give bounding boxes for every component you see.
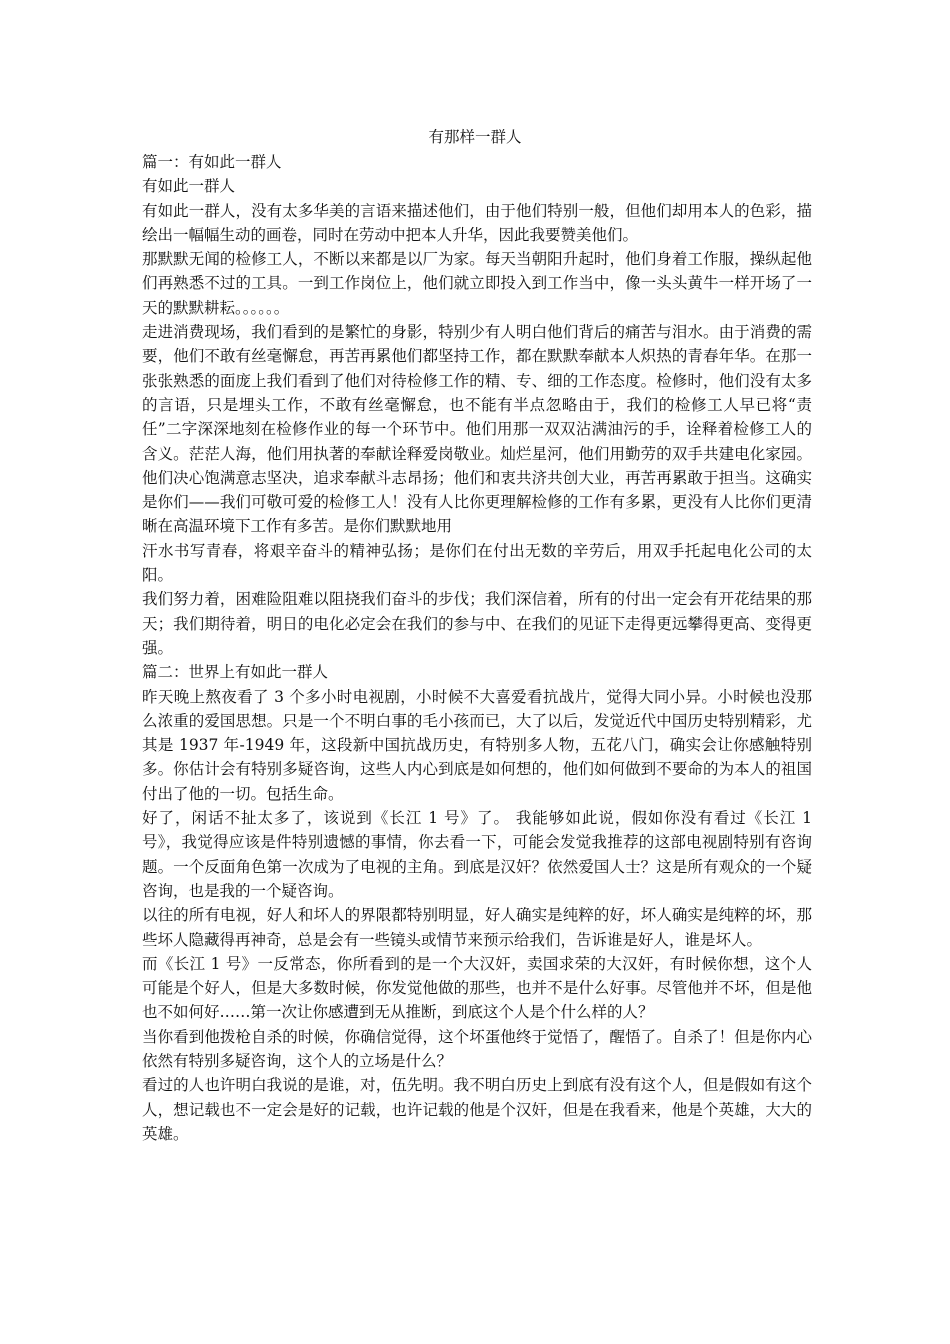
sub-heading: 有如此一群人	[142, 177, 236, 196]
document-body	[142, 150, 812, 1146]
paragraph: 走进消费现场，我们看到的是繁忙的身影，特别少有人明白他们背后的痛苦与泪水。由于消费的需要，他们不敢有丝毫懈怠，再苦再累他们都坚持工作，都在默默奉献本人炽热的青春年华。在那一张张熟悉的面庞上我们看到了他们对待检修工作的精、专、细的工作态度。检修时，他们没有太多的言语，只是埋头工作，不敢有丝毫懈怠，也不能有半点忽略由于，我们的检修工人早已将“责任”二字深深地刻在检修作业的每一个环节中。他们用那一双双沾满油污的手，诠释着检修工人的含义。茫茫人海，他们用执著的奉献诠释爱岗敬业。灿烂星河，他们用勤劳的双手共建电化家园。他们决心饱满意志坚决，追求奉献斗志昂扬；他们和衷共济共创大业，再苦再累敢于担当。这确实是你们——我们可敬可爱的检修工人！没有人比你更理解检修的工作有多累，更没有人比你们更清晰在高温环境下工作有多苦。是你们默默地用	[142, 323, 812, 536]
paragraph: 我们努力着，困难险阻难以阻挠我们奋斗的步伐；我们深信着，所有的付出一定会有开花结果的那天；我们期待着，明日的电化必定会在我们的参与中、在我们的见证下走得更远攀得更高、变得更强。	[142, 590, 812, 657]
paragraph: 以往的所有电视，好人和坏人的界限都特别明显，好人确实是纯粹的好，坏人确实是纯粹的坏，那些坏人隐藏得再神奇，总是会有一些镜头或情节来预示给我们，告诉谁是好人，谁是坏人。	[142, 906, 812, 949]
document-title: 有那样一群人	[428, 128, 522, 146]
paragraph: 看过的人也许明白我说的是谁，对，伍先明。我不明白历史上到底有没有这个人，但是假如有这个人，想记载也不一定会是好的记载，也许记载的他是个汉奸，但是在我看来，他是个英雄，大大的英雄。	[142, 1076, 812, 1143]
section-heading: 篇一：有如此一群人	[142, 153, 282, 171]
paragraph: 当你看到他拨枪自杀的时候，你确信觉得，这个坏蛋他终于觉悟了，醒悟了。自杀了！但是你内心依然有特别多疑咨询，这个人的立场是什么？	[142, 1027, 812, 1070]
section-heading: 篇二：世界上有如此一群人	[142, 663, 329, 682]
paragraph: 昨天晚上熬夜看了 3 个多小时电视剧，小时候不大喜爱看抗战片，觉得大同小异。小时候也没那么浓重的爱国思想。只是一个不明白事的毛小孩而已，大了以后，发觉近代中国历史特别精彩，尤其是 1937 年-1949 年，这段新中国抗战历史，有特别多人物，五花八门，确实会让你感触特别多。你估计会有特别多疑咨询，这些人内心到底是如何想的，他们如何做到不要命的为本人的祖国付出了他的一切。包括生命。	[142, 687, 812, 803]
paragraph: 而《长江 1 号》一反常态，你所看到的是一个大汉奸，卖国求荣的大汉奸，有时候你想，这个人可能是个好人，但是大多数时候，你发觉他做的那些，也并不是什么好事。尽管他并不坏，但是他也不如何好……第一次让你感遭到无从推断，到底这个人是个什么样的人？	[142, 954, 812, 1022]
paragraph: 好了，闲话不扯太多了，该说到《长江 1 号》了。 我能够如此说，假如你没有看过《长江 1 号》，我觉得应该是件特别遗憾的事情，你去看一下，可能会发觉我推荐的这部电视剧特别有咨询题。一个反面角色第一次成为了电视的主角。到底是汉奸？依然爱国人士？这是所有观众的一个疑咨询，也是我的一个疑咨询。	[142, 809, 812, 900]
paragraph: 汗水书写青春，将艰辛奋斗的精神弘扬；是你们在付出无数的辛劳后，用双手托起电化公司的太阳。	[142, 541, 812, 585]
paragraph: 那默默无闻的检修工人，不断以来都是以厂为家。每天当朝阳升起时，他们身着工作服，操纵起他们再熟悉不过的工具。一到工作岗位上，他们就立即投入到工作当中，像一头头黄牛一样开场了一天的默默耕耘。。。。。。	[142, 250, 812, 317]
paragraph: 有如此一群人，没有太多华美的言语来描述他们，由于他们特别一般，但他们却用本人的色彩，描绘出一幅幅生动的画卷，同时在劳动中把本人升华，因此我要赞美他们。	[142, 201, 812, 244]
